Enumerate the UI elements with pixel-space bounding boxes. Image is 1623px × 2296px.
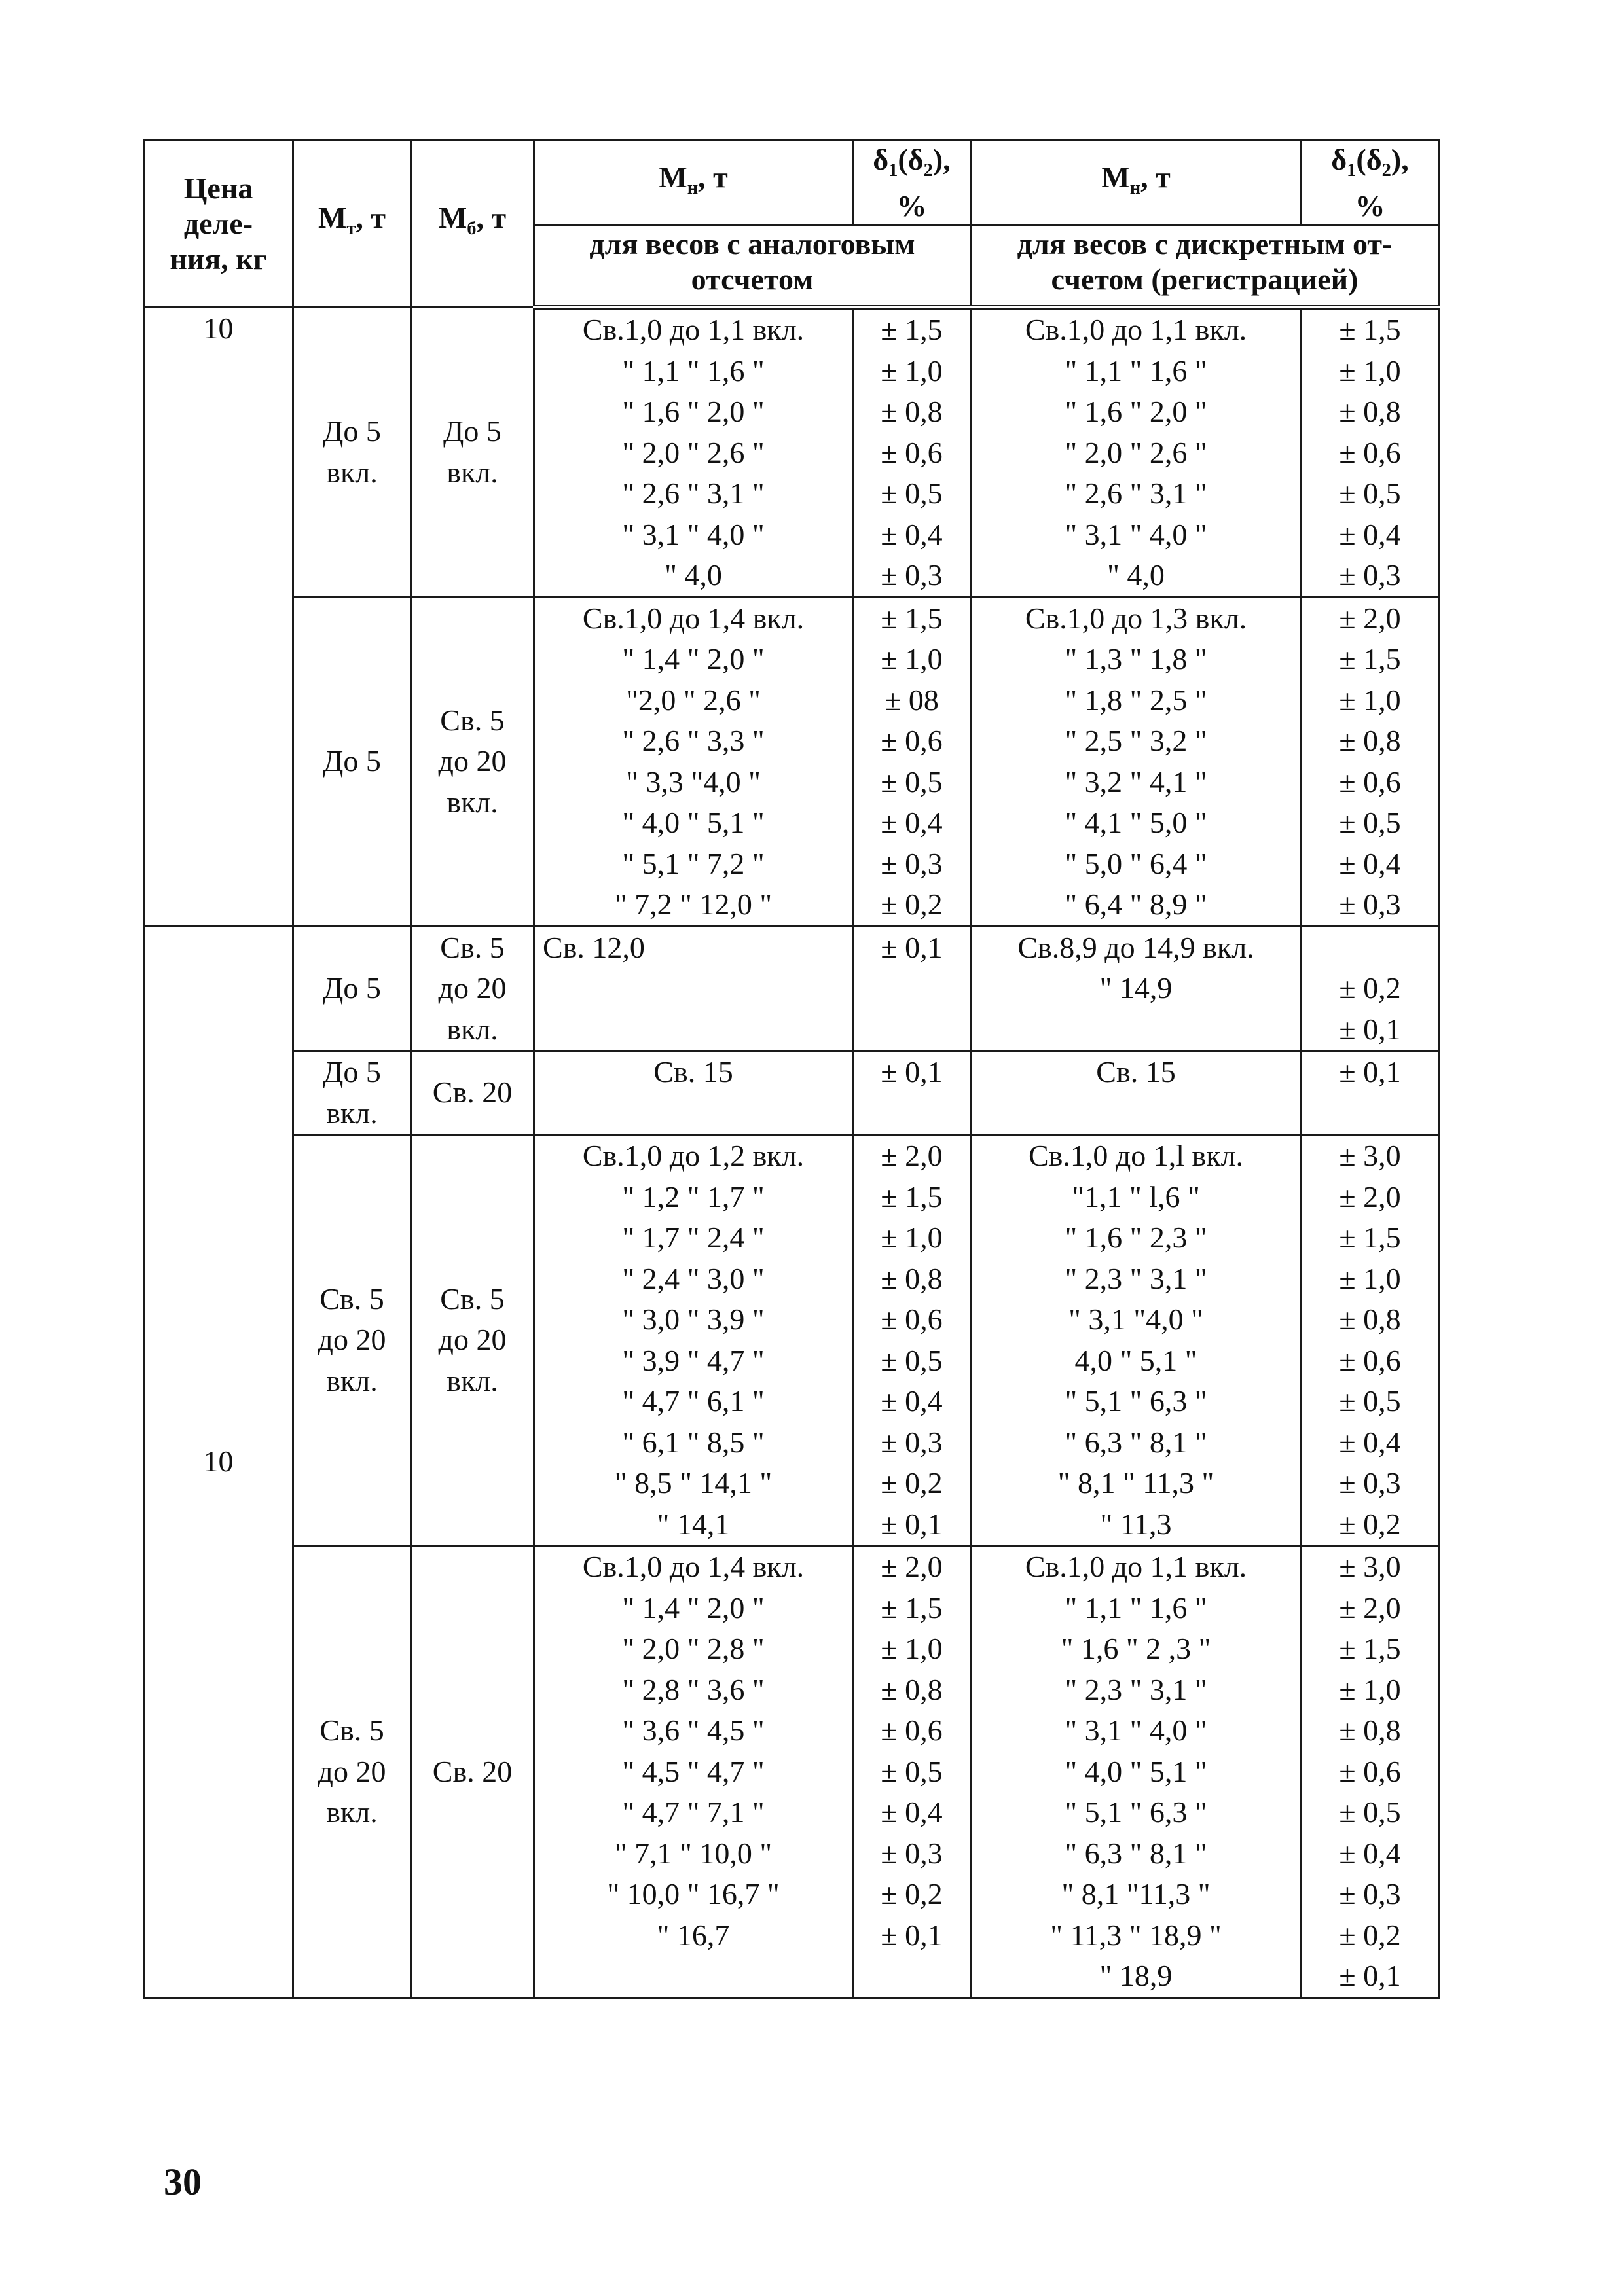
cell-line: ± 0,6 — [1339, 764, 1401, 798]
cell-line: Св. 20 — [432, 1754, 513, 1788]
cell-line: Св. 5 — [440, 1282, 505, 1316]
mb-cell — [411, 1051, 534, 1135]
header-row-1 — [144, 141, 1439, 226]
cell-line: ± 1,0 — [881, 642, 943, 675]
weights-table — [143, 139, 1440, 1999]
cell-line: "2,0 " 2,6 " — [626, 683, 761, 717]
cell-line: " 3,9 " 4,7 " — [622, 1343, 765, 1377]
analog-range-cell — [534, 308, 853, 598]
table-row — [144, 597, 1439, 926]
price-cell — [144, 926, 293, 1998]
cell-line: ± 1,0 — [881, 1221, 943, 1254]
discrete-caption-lines — [972, 226, 1438, 297]
price-value: 10 — [203, 312, 234, 345]
cell-line: ± 0,1 — [881, 1507, 943, 1541]
cell-line: ± 0,4 — [1339, 846, 1401, 880]
header-mt-cell: $М_т$, т — [293, 141, 411, 308]
analog-range-list — [535, 1547, 852, 1956]
discrete-error-cell — [1302, 308, 1439, 598]
analog-error-list — [854, 310, 970, 596]
discrete-error-cell — [1302, 926, 1439, 1051]
discrete-range-cell — [971, 1135, 1302, 1546]
cell-line: ± 0,1 — [881, 1918, 943, 1952]
discrete-range-cell — [971, 926, 1302, 1051]
discrete-range-list — [972, 1136, 1300, 1545]
cell-line: ± 0,4 — [1339, 1836, 1401, 1870]
discrete-error-list — [1302, 1052, 1438, 1093]
cell-line: " 2,6 " 3,1 " — [1065, 476, 1207, 510]
analog-range-list — [535, 310, 852, 596]
discrete-error-cell — [1302, 1546, 1439, 1998]
cell-line: " 4,0 — [665, 558, 722, 592]
cell-line: " 1,4 " 2,0 " — [622, 642, 765, 675]
cell-line: " 1,7 " 2,4 " — [622, 1221, 765, 1254]
cell-line: вкл. — [326, 1096, 378, 1130]
cell-line: " 2,6 " 3,1 " — [622, 476, 765, 510]
page-number: 30 — [164, 2161, 202, 2203]
cell-line: ± 0,4 — [881, 517, 943, 551]
cell-line: ± 0,6 — [881, 724, 943, 757]
cell-line: " 8,5 " 14,1 " — [614, 1466, 773, 1499]
price-cell — [144, 308, 293, 927]
cell-line: " 11,3 " 18,9 " — [1050, 1918, 1222, 1952]
cell-line: Св. 5 — [319, 1282, 384, 1316]
discrete-error-list — [1302, 598, 1438, 925]
mb-value — [412, 1279, 533, 1402]
discrete-range-list — [972, 1547, 1300, 1997]
cell-line: вкл. — [326, 1363, 378, 1397]
cell-line: ± 0,2 — [1339, 1918, 1401, 1952]
analog-error-list — [854, 1052, 970, 1093]
cell-line: ± 0,4 — [881, 1795, 943, 1829]
cell-line: для весов с аналоговым — [589, 227, 915, 260]
cell-line: ± 0,3 — [1339, 1466, 1401, 1499]
cell-line: ± 0,6 — [881, 1713, 943, 1747]
cell-line: ± 0,6 — [881, 435, 943, 469]
header-discrete-caption — [971, 226, 1439, 308]
price-value: 10 — [203, 1444, 234, 1479]
cell-line: ± 3,0 — [1339, 1550, 1401, 1583]
cell-line: ± 0,3 — [1339, 558, 1401, 592]
cell-line: ± 0,6 — [881, 1302, 943, 1336]
cell-line: " 1,6 " 2,0 " — [1065, 395, 1207, 428]
cell-line: ± 1,5 — [1339, 1221, 1401, 1254]
cell-line: ± 0,8 — [881, 395, 943, 428]
cell-line: " 2,0 " 2,6 " — [1065, 435, 1207, 469]
cell-line: ± 1,5 — [881, 601, 943, 635]
cell-line: ± 08 — [884, 683, 939, 717]
analog-range-cell — [534, 597, 853, 926]
mt-value — [294, 1052, 410, 1134]
analog-error-cell — [853, 308, 971, 598]
cell-line: Св.1,0 до 1,1 вкл. — [1025, 1550, 1247, 1583]
cell-line: ± 1,5 — [1339, 642, 1401, 675]
cell-line: деле- — [183, 207, 253, 240]
mb-cell — [411, 597, 534, 926]
cell-line: " 1,1 " 1,6 " — [622, 353, 765, 387]
cell-line: " 8,1 "11,3 " — [1061, 1877, 1211, 1910]
cell-line: " 4,7 " 7,1 " — [622, 1795, 765, 1829]
cell-line: " 6,4 " 8,9 " — [1065, 888, 1207, 921]
cell-line: вкл. — [447, 455, 498, 489]
analog-range-cell — [534, 1051, 853, 1135]
mt-cell — [293, 926, 411, 1051]
cell-line: ± 1,0 — [1339, 683, 1401, 717]
cell-line: вкл. — [447, 785, 498, 819]
cell-line: ± 0,8 — [1339, 1302, 1401, 1336]
analog-range-list — [535, 598, 852, 925]
cell-line: " 2,6 " 3,3 " — [622, 724, 765, 757]
cell-line: До 5 — [323, 744, 381, 778]
cell-line: " 1,3 " 1,8 " — [1065, 642, 1207, 675]
cell-line: " 1,6 " 2 ,3 " — [1061, 1632, 1211, 1665]
cell-line: ± 2,0 — [1339, 1179, 1401, 1213]
mt-value — [294, 411, 410, 493]
analog-range-list — [535, 1136, 852, 1545]
analog-caption-lines — [535, 226, 970, 297]
cell-line: ± 1,5 — [1339, 1632, 1401, 1665]
discrete-error-cell — [1302, 597, 1439, 926]
cell-line: ± 0,6 — [1339, 1343, 1401, 1377]
mb-cell — [411, 1135, 534, 1546]
cell-line: вкл. — [326, 455, 378, 489]
analog-error-cell — [853, 926, 971, 1051]
cell-line: ± 1,0 — [1339, 353, 1401, 387]
header-mn-discrete: $М_н$, т — [971, 141, 1302, 226]
cell-line: " 7,2 " 12,0 " — [614, 888, 773, 921]
cell-line: Св.1,0 до 1,l вкл. — [1028, 1139, 1244, 1172]
header-mn-analog: $М_н$, т — [534, 141, 853, 226]
analog-error-list — [854, 1547, 970, 1956]
cell-line: " 6,1 " 8,5 " — [622, 1425, 765, 1459]
cell-line: Св.1,0 до 1,4 вкл. — [582, 601, 805, 635]
cell-line: " 4,1 " 5,0 " — [1065, 806, 1207, 839]
cell-line: До 5 — [323, 971, 381, 1005]
analog-range-cell — [534, 1135, 853, 1546]
analog-range-list — [535, 1052, 852, 1093]
cell-line — [1302, 927, 1438, 969]
mb-cell — [411, 1546, 534, 1998]
mt-cell — [293, 1135, 411, 1546]
cell-line: До 5 — [323, 414, 381, 448]
cell-line: ± 1,0 — [881, 353, 943, 387]
cell-line: ± 0,3 — [881, 846, 943, 880]
cell-line: Св.1,0 до 1,1 вкл. — [582, 313, 805, 346]
mb-value — [412, 1751, 533, 1793]
cell-line: Св.1,0 до 1,1 вкл. — [1025, 313, 1247, 346]
analog-range-cell — [534, 926, 853, 1051]
cell-line: Св. 5 — [319, 1713, 384, 1747]
cell-line: ± 0,5 — [1339, 1384, 1401, 1418]
discrete-error-list — [1302, 927, 1438, 1050]
cell-line: " 1,6 " 2,3 " — [1065, 1221, 1207, 1254]
mt-cell — [293, 597, 411, 926]
cell-line: Св. 15 — [653, 1055, 733, 1088]
cell-line: " 3,3 "4,0 " — [626, 764, 761, 798]
cell-line: " 4,7 " 6,1 " — [622, 1384, 765, 1418]
analog-error-list — [854, 1136, 970, 1545]
cell-line: " 11,3 — [1100, 1507, 1172, 1541]
cell-line: ± 0,2 — [881, 888, 943, 921]
cell-line: До 5 — [443, 414, 501, 448]
cell-line: ± 0,5 — [881, 1343, 943, 1377]
cell-line: ± 2,0 — [881, 1139, 943, 1172]
cell-line: " 5,1 " 7,2 " — [622, 846, 765, 880]
analog-range-list — [543, 927, 852, 969]
cell-line: ± 1,5 — [881, 313, 943, 346]
cell-line: " 3,1 " 4,0 " — [622, 517, 765, 551]
cell-line: "1,1 " l,6 " — [1072, 1179, 1200, 1213]
cell-line: До 5 — [323, 1055, 381, 1088]
analog-error-cell — [853, 597, 971, 926]
mt-value — [294, 968, 410, 1009]
cell-line: для весов с дискретным от- — [1017, 227, 1393, 260]
cell-line: отсчетом — [691, 262, 814, 296]
cell-line: ± 1,5 — [1339, 313, 1401, 346]
cell-line: " 3,2 " 4,1 " — [1065, 764, 1207, 798]
cell-line: ± 2,0 — [1339, 601, 1401, 635]
discrete-range-list — [972, 927, 1300, 1009]
table-row — [144, 308, 1439, 598]
cell-line: " 1,4 " 2,0 " — [622, 1590, 765, 1624]
discrete-error-list — [1302, 1547, 1438, 1997]
cell-line: ± 0,1 — [881, 930, 943, 964]
cell-line: " 5,1 " 6,3 " — [1065, 1384, 1207, 1418]
mb-value — [412, 927, 533, 1050]
cell-line: ± 1,5 — [881, 1590, 943, 1624]
cell-line: " 4,0 " 5,1 " — [1065, 1754, 1207, 1788]
cell-line: " 2,3 " 3,1 " — [1065, 1261, 1207, 1295]
discrete-error-cell — [1302, 1051, 1439, 1135]
header-price-lines — [145, 171, 292, 277]
cell-line: " 1,1 " 1,6 " — [1065, 353, 1207, 387]
cell-line: Св. 15 — [1096, 1055, 1176, 1088]
cell-line: счетом (регистрацией) — [1051, 262, 1359, 296]
cell-line: ± 0,3 — [881, 1425, 943, 1459]
analog-error-cell — [853, 1051, 971, 1135]
cell-line: " 1,2 " 1,7 " — [622, 1179, 765, 1213]
cell-line: Св. 12,0 — [543, 930, 645, 964]
cell-line: ± 2,0 — [881, 1550, 943, 1583]
cell-line: " 3,1 " 4,0 " — [1065, 517, 1207, 551]
mb-value — [412, 1072, 533, 1113]
cell-line: Св. 5 — [440, 703, 505, 737]
cell-line: " 4,0 — [1107, 558, 1165, 592]
discrete-error-cell — [1302, 1135, 1439, 1546]
mt-cell — [293, 308, 411, 598]
cell-line: ± 0,4 — [1339, 1425, 1401, 1459]
cell-line: ± 0,5 — [1339, 806, 1401, 839]
cell-line: ± 0,6 — [1339, 1754, 1401, 1788]
cell-line: Св.1,0 до 1,2 вкл. — [582, 1139, 805, 1172]
discrete-error-list — [1302, 1136, 1438, 1545]
cell-line: до 20 — [438, 971, 507, 1005]
cell-line: до 20 — [318, 1754, 386, 1788]
cell-line: " 14,9 — [1099, 971, 1173, 1005]
analog-error-cell — [853, 1546, 971, 1998]
discrete-range-list — [972, 598, 1300, 925]
cell-line: " 6,3 " 8,1 " — [1065, 1425, 1207, 1459]
cell-line: Св.1,0 до 1,4 вкл. — [582, 1550, 805, 1583]
cell-line: ± 0,4 — [1339, 517, 1401, 551]
cell-line: ± 0,6 — [1339, 435, 1401, 469]
cell-line: " 1,1 " 1,6 " — [1065, 1590, 1207, 1624]
cell-line: " 3,1 " 4,0 " — [1065, 1713, 1207, 1747]
cell-line: ± 0,3 — [1339, 1877, 1401, 1910]
header-delta-discrete: $\delta_1(\delta_2)$, % — [1302, 141, 1439, 226]
cell-line: " 2,5 " 3,2 " — [1065, 724, 1207, 757]
cell-line: вкл. — [447, 1363, 498, 1397]
table-row — [144, 1546, 1439, 1998]
cell-line: " 5,1 " 6,3 " — [1065, 1795, 1207, 1829]
cell-line: " 16,7 — [657, 1918, 730, 1952]
cell-line: до 20 — [438, 1323, 507, 1357]
mt-value — [294, 1279, 410, 1402]
cell-line: ± 0,1 — [1339, 1012, 1401, 1046]
cell-line: " 8,1 " 11,3 " — [1057, 1466, 1214, 1499]
cell-line: " 4,0 " 5,1 " — [622, 806, 765, 839]
cell-line: " 10,0 " 16,7 " — [607, 1877, 780, 1910]
analog-error-list — [854, 927, 970, 969]
cell-line: ± 0,5 — [1339, 1795, 1401, 1829]
cell-line: Св. 20 — [432, 1075, 513, 1109]
cell-line: " 2,4 " 3,0 " — [622, 1261, 765, 1295]
cell-line: ± 0,1 — [1339, 1959, 1401, 1992]
cell-line: " 18,9 — [1099, 1959, 1173, 1992]
cell-line: вкл. — [326, 1795, 378, 1829]
mt-cell — [293, 1051, 411, 1135]
cell-line: " 2,8 " 3,6 " — [622, 1672, 765, 1706]
discrete-error-list — [1302, 310, 1438, 596]
cell-line: ± 0,2 — [1339, 971, 1401, 1005]
cell-line: ± 0,8 — [1339, 395, 1401, 428]
cell-line: вкл. — [447, 1012, 498, 1046]
header-mb-cell: $М_б$, т — [411, 141, 534, 308]
mt-value — [294, 1710, 410, 1833]
cell-line: ± 1,0 — [1339, 1672, 1401, 1706]
cell-line: ± 1,0 — [1339, 1261, 1401, 1295]
cell-line: до 20 — [318, 1323, 386, 1357]
cell-line: " 2,3 " 3,1 " — [1065, 1672, 1207, 1706]
header-delta-analog: $\delta_1(\delta_2)$, % — [853, 141, 971, 226]
cell-line: " 6,3 " 8,1 " — [1065, 1836, 1207, 1870]
header-analog-caption — [534, 226, 971, 308]
cell-line: Цена — [183, 171, 253, 205]
discrete-range-cell — [971, 1051, 1302, 1135]
cell-line: ± 0,4 — [881, 806, 943, 839]
mb-value — [412, 411, 533, 493]
cell-line: Св.1,0 до 1,3 вкл. — [1025, 601, 1247, 635]
cell-line: Св. 5 — [440, 930, 505, 964]
cell-line: " 7,1 " 10,0 " — [614, 1836, 773, 1870]
header-price-cell — [144, 141, 293, 308]
cell-line: ± 0,1 — [1339, 1055, 1401, 1088]
cell-line: " 1,8 " 2,5 " — [1065, 683, 1207, 717]
mt-value — [294, 741, 410, 782]
cell-line: ния, кг — [170, 242, 267, 276]
table-row — [144, 1135, 1439, 1546]
cell-line: до 20 — [438, 744, 507, 778]
cell-line: ± 2,0 — [1339, 1590, 1401, 1624]
cell-line: " 2,0 " 2,6 " — [622, 435, 765, 469]
cell-line: ± 0,3 — [881, 1836, 943, 1870]
cell-line: 4,0 " 5,1 " — [1074, 1343, 1197, 1377]
discrete-range-cell — [971, 308, 1302, 598]
cell-line: ± 0,2 — [881, 1466, 943, 1499]
table-row — [144, 1051, 1439, 1135]
discrete-range-list — [972, 1052, 1300, 1093]
cell-line: " 2,0 " 2,8 " — [622, 1632, 765, 1665]
cell-line: ± 0,5 — [881, 764, 943, 798]
cell-line: ± 0,1 — [881, 1055, 943, 1088]
mb-cell — [411, 308, 534, 598]
cell-line: " 3,6 " 4,5 " — [622, 1713, 765, 1747]
analog-error-cell — [853, 1135, 971, 1546]
cell-line: ± 0,3 — [881, 558, 943, 592]
table-row — [144, 926, 1439, 1051]
cell-line: " 14,1 — [657, 1507, 730, 1541]
cell-line: ± 0,5 — [881, 476, 943, 510]
analog-error-list — [854, 598, 970, 925]
cell-line: ± 0,5 — [1339, 476, 1401, 510]
discrete-range-cell — [971, 1546, 1302, 1998]
cell-line: ± 0,8 — [1339, 724, 1401, 757]
cell-line: " 3,1 "4,0 " — [1068, 1302, 1203, 1336]
cell-line: ± 0,5 — [881, 1754, 943, 1788]
cell-line: ± 0,8 — [881, 1261, 943, 1295]
discrete-range-list — [972, 310, 1300, 596]
cell-line: " 3,0 " 3,9 " — [622, 1302, 765, 1336]
cell-line: ± 0,8 — [881, 1672, 943, 1706]
cell-line: ± 0,3 — [1339, 888, 1401, 921]
cell-line: " 5,0 " 6,4 " — [1065, 846, 1207, 880]
cell-line: ± 0,4 — [881, 1384, 943, 1418]
cell-line: ± 1,0 — [881, 1632, 943, 1665]
cell-line: ± 0,2 — [1339, 1507, 1401, 1541]
cell-line: " 4,5 " 4,7 " — [622, 1754, 765, 1788]
cell-line: Св.8,9 до 14,9 вкл. — [1017, 930, 1254, 964]
cell-line: ± 0,8 — [1339, 1713, 1401, 1747]
mb-value — [412, 700, 533, 823]
cell-line: ± 3,0 — [1339, 1139, 1401, 1172]
cell-line: ± 0,2 — [881, 1877, 943, 1910]
mt-cell — [293, 1546, 411, 1998]
cell-line: ± 1,5 — [881, 1179, 943, 1213]
discrete-range-cell — [971, 597, 1302, 926]
mb-cell — [411, 926, 534, 1051]
cell-line: " 1,6 " 2,0 " — [622, 395, 765, 428]
analog-range-cell — [534, 1546, 853, 1998]
